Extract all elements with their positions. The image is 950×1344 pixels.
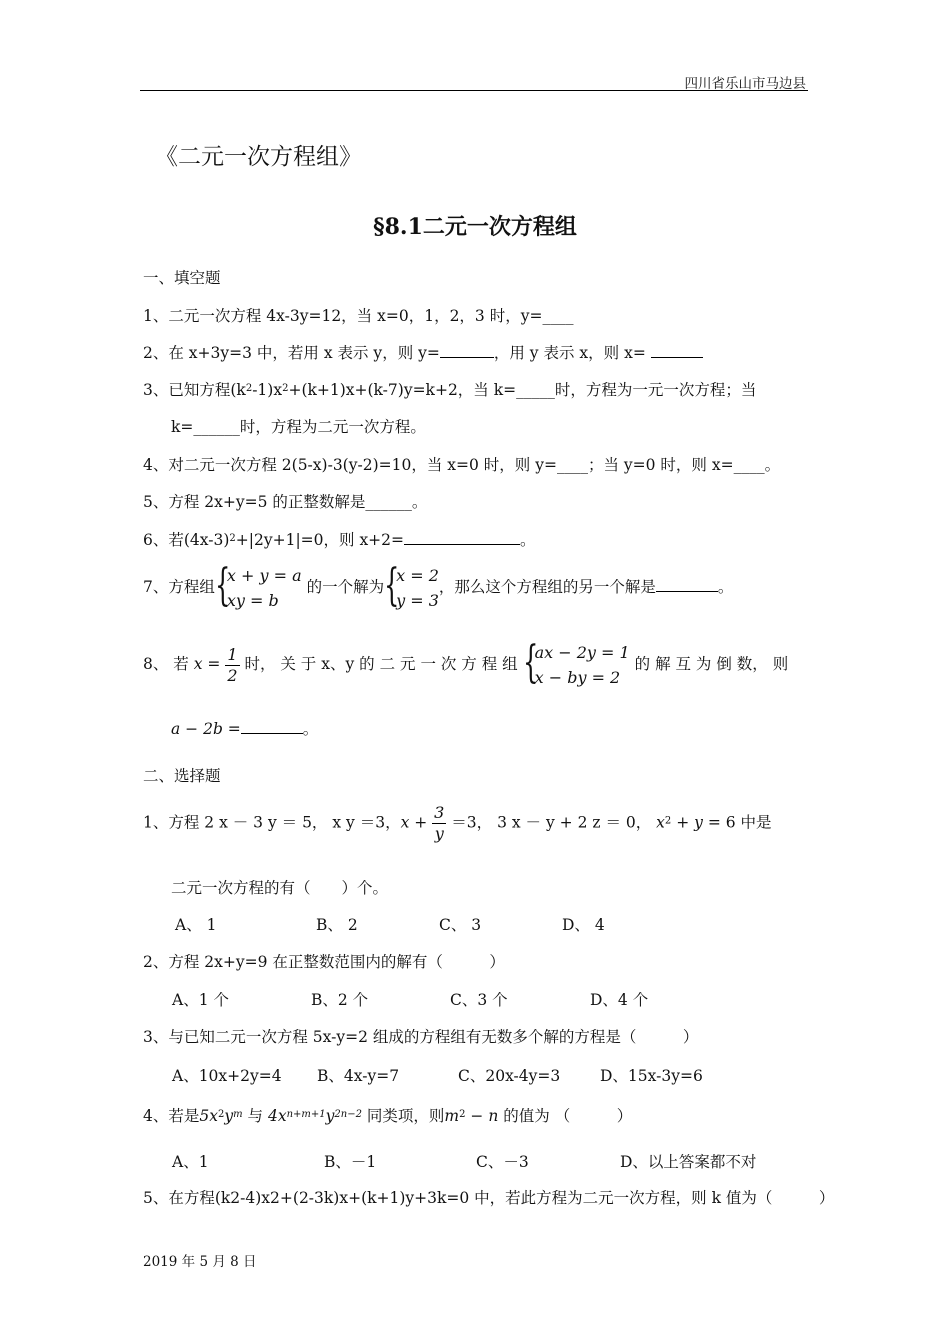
choice-q1: 1、方程 2 x － 3 y ＝ 5， x y ＝3，x + $\frac{3}{y}$ ＝3， 3 x － y + 2 z ＝ 0， $x^2 + y = 6$ 中是: [143, 803, 772, 843]
choice-q1-text-a: 1、方程 2 x － 3 y ＝ 5， x y ＝3，: [143, 813, 401, 832]
equation-row: ax − 2y = 1: [534, 643, 630, 662]
option-d: D、4 个: [590, 991, 649, 1009]
fill-q8-text-a: 8、 若: [143, 655, 189, 673]
answer-blank: [440, 343, 494, 358]
choice-q2: 2、方程 2x+y=9 在正整数范围内的解有（ ）: [143, 953, 505, 971]
option-a: A、1 个: [172, 991, 229, 1009]
fill-q6: 6、若$(4x-3)^2+|2y+1|=0$，则 x+2= 。: [143, 531, 536, 549]
fill-q2-text-a: 2、在 x+3y=3 中，若用 x 表示 y，则 y=: [143, 344, 440, 362]
fill-q8: 8、 若 x = $\frac{1}{2}$ 时， 关 于 x、y 的 二 元 一 次 方 程 组 { ax − 2y = 1 x − by = 2 的 解 互 为 倒 数， 则: [143, 637, 789, 688]
fill-q3-cont: k=______时，方程为二元一次方程。: [171, 418, 426, 436]
fill-q2: [143, 341, 703, 363]
answer-blank: [656, 577, 718, 592]
page-header: [140, 70, 808, 91]
option-d: D、15x-3y=6: [600, 1067, 703, 1085]
answer-blank: [241, 719, 303, 734]
fill-q3: 3、已知方程$(k^2-1)x^2+(k+1)x+(k-7)y=k+2$，当 k=_____时，方程为一元一次方程；当: [143, 381, 757, 399]
fill-q3-text-c: +(k+1)x+(k-7)y=k+2，当 k=_____时，方程为一元一次方程；当: [288, 381, 757, 399]
choice-q1-text-b: ＝3， 3 x － y + 2 z ＝ 0，: [451, 813, 657, 832]
option-b: B、4x-y=7: [317, 1067, 400, 1085]
fill-q3-text-b: -1)x: [252, 381, 283, 399]
footer-date: 2019 年 5 月 8 日: [143, 1254, 257, 1270]
fill-q8-text-d: a − 2b =: [171, 720, 241, 738]
fill-q1: 1、二元一次方程 4x-3y=12，当 x=0，1，2，3 时，y=____: [143, 307, 574, 325]
option-b: B、2 个: [311, 991, 369, 1009]
fill-q5: 5、方程 2x+y=5 的正整数解是______。: [143, 493, 428, 511]
option-a: A、 1: [175, 916, 217, 934]
choice-q1-cont: 二元一次方程的有（ ）个。: [171, 879, 389, 897]
choice-q4-text-a: 4、若是: [143, 1107, 200, 1125]
fill-q8-text-e: 。: [302, 720, 319, 738]
option-d: D、 4: [562, 916, 605, 934]
choice-q3: 3、与已知二元一次方程 5x-y=2 组成的方程组有无数多个解的方程是（ ）: [143, 1028, 699, 1046]
fill-q7-text-d: 。: [717, 578, 734, 596]
fill-q7-text-b: 的一个解为: [306, 578, 385, 596]
fill-q2-text-b: ，用 y 表示 x，则 x=: [493, 344, 646, 362]
fraction-denominator: y: [434, 824, 444, 843]
fill-q3-text-a: 3、已知方程(k: [143, 381, 246, 399]
fill-q8-text-c: 的 解 互 为 倒 数， 则: [634, 655, 789, 673]
equation-row: xy = b: [226, 591, 279, 610]
fill-q6-text-a: 6、若(4x-3): [143, 531, 230, 549]
equation-system: { x + y = a xy = b: [214, 560, 302, 611]
fill-q7-text-c: ，那么这个方程组的另一个解是: [438, 578, 656, 596]
header-location: 四川省乐山市马边县: [684, 76, 806, 92]
option-c: C、－3: [476, 1153, 529, 1171]
option-a: A、1: [172, 1153, 209, 1171]
choice-q4-text-d: 的值为 （ ）: [503, 1107, 633, 1125]
option-d: D、以上答案都不对: [620, 1153, 757, 1171]
fraction-numerator: 1: [227, 644, 238, 664]
fill-q7: [143, 560, 734, 613]
equation-system: { x = 2 y = 3: [384, 560, 439, 611]
fill-q4: 4、对二元一次方程 2(5-x)-3(y-2)=10，当 x=0 时，则 y=____；当 y=0 时，则 x=____。: [143, 456, 781, 474]
option-c: C、20x-4y=3: [458, 1067, 561, 1085]
option-b: B、－1: [324, 1153, 377, 1171]
option-b: B、 2: [316, 916, 358, 934]
equation-system: { ax − 2y = 1 x − by = 2: [522, 637, 630, 688]
fill-q6-text-c: 。: [520, 531, 536, 549]
section-title: §8.1二元一次方程组: [373, 214, 577, 240]
equation-row: x + y = a: [226, 566, 302, 585]
option-c: C、 3: [439, 916, 482, 934]
part1-heading: 一、填空题: [143, 269, 221, 287]
equation-row: x = 2: [396, 566, 439, 585]
choice-q4-text-b: 与: [247, 1107, 264, 1125]
choice-q5: 5、在方程(k2-4)x2+(2-3k)x+(k+1)y+3k=0 中，若此方程为二元一次方程，则 k 值为（ ）: [143, 1189, 835, 1207]
fill-q8-cont: [171, 717, 318, 739]
fill-q6-text-b: +|2y+1|=0，则 x+2=: [235, 531, 405, 549]
choice-q4: 4、若是$5x^2y^m$ 与 $4x^{n+m+1}y^{2n-2}$ 同类项，则$m^2 - n$ 的值为 （ ）: [143, 1107, 633, 1125]
fraction: [225, 645, 239, 686]
fill-q7-text-a: 7、方程组: [143, 578, 215, 596]
part2-heading: 二、选择题: [143, 767, 221, 785]
equation-row: x − by = 2: [534, 668, 621, 687]
option-a: A、10x+2y=4: [172, 1067, 282, 1085]
equation-row: y = 3: [396, 591, 439, 610]
fraction: [432, 803, 446, 844]
fraction-denominator: 2: [227, 665, 238, 685]
fraction-numerator: 3: [434, 803, 445, 822]
choice-q4-text-c: 同类项，则: [366, 1107, 445, 1125]
answer-blank: [651, 343, 703, 358]
answer-blank: [404, 530, 520, 545]
document-title: 《二元一次方程组》: [155, 144, 362, 170]
option-c: C、3 个: [450, 991, 508, 1009]
fill-q8-text-b: 时， 关 于 x、y 的 二 元 一 次 方 程 组: [244, 655, 518, 673]
